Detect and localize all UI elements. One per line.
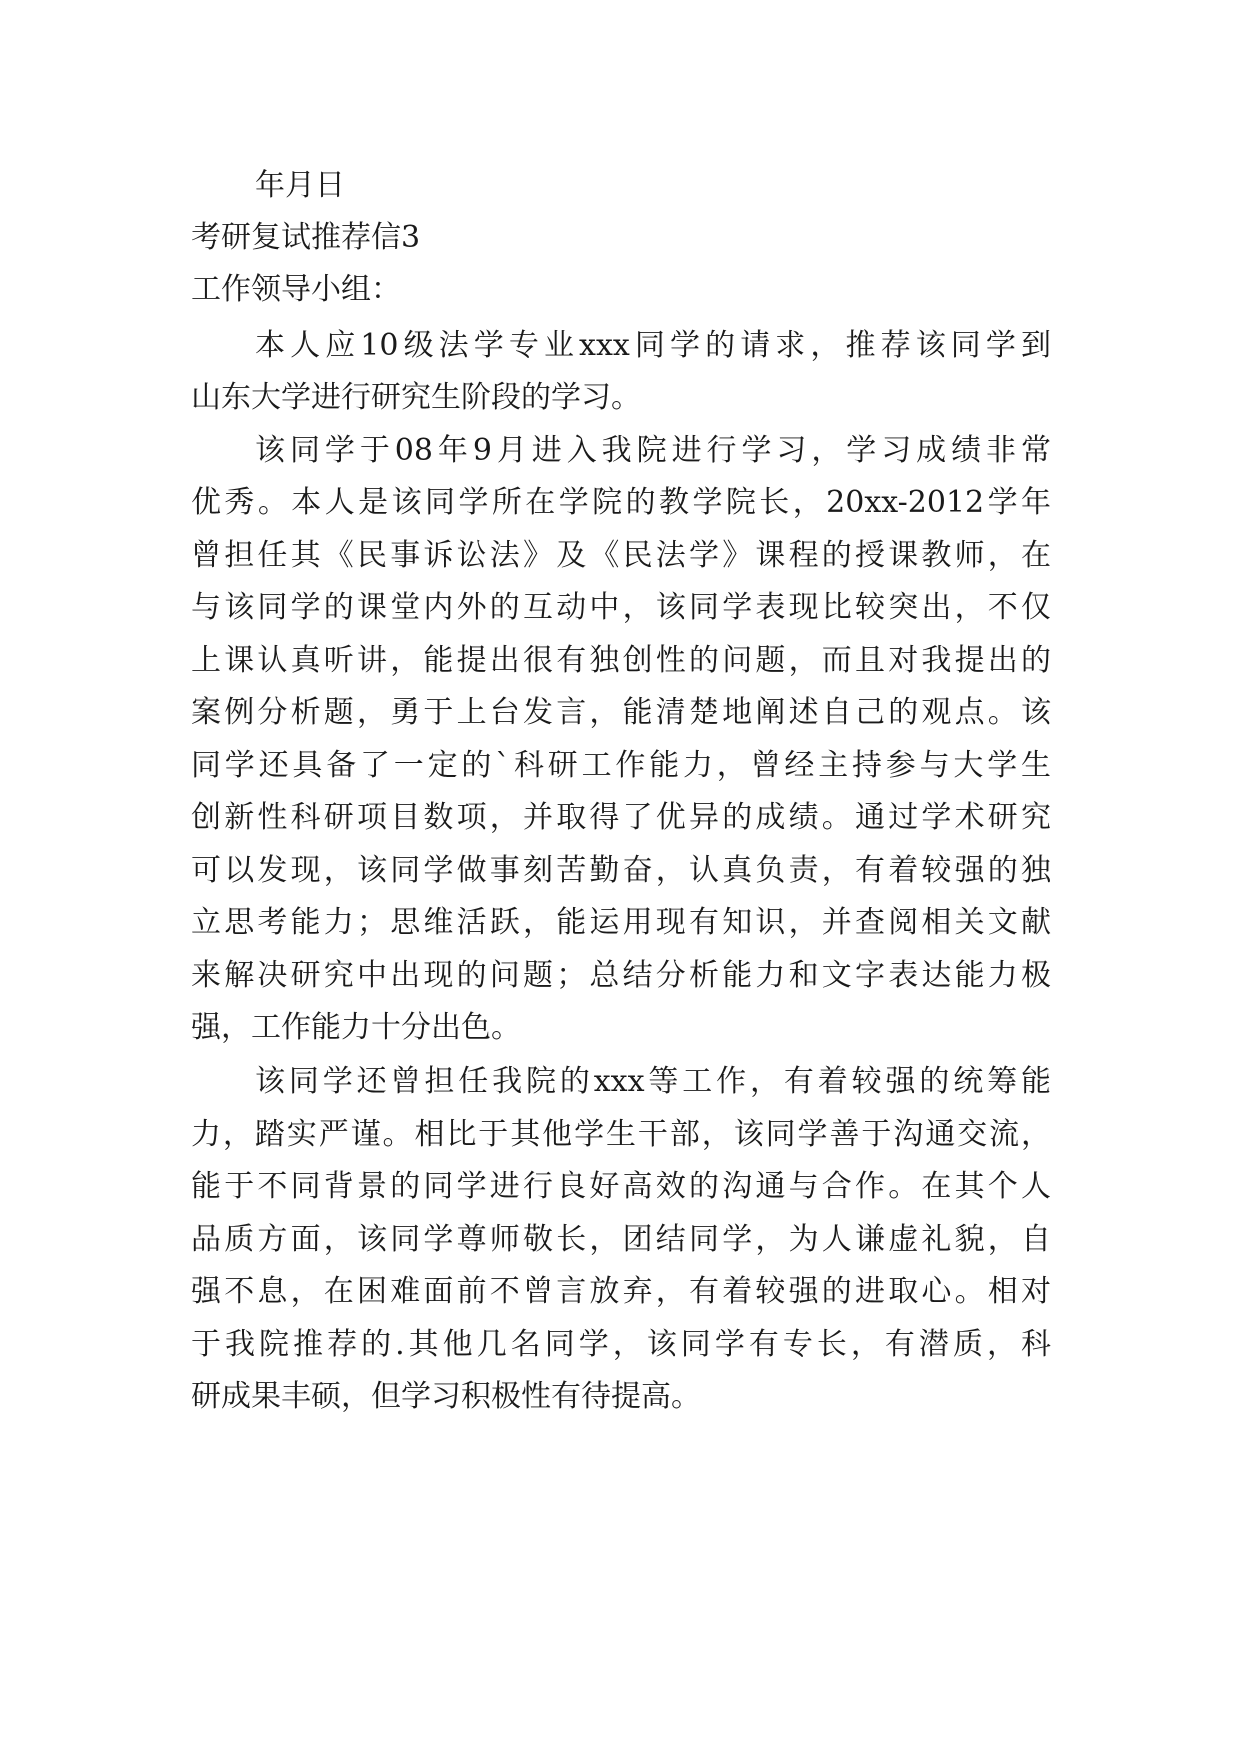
paragraph-line: 与该同学的课堂内外的互动中，该同学表现比较突出，不仅: [191, 590, 1051, 625]
salutation: 工作领导小组：: [191, 272, 401, 307]
paragraph-line: 该同学还曾担任我院的xxx等工作，有着较强的统筹能: [255, 1064, 1051, 1099]
paragraph-line: 上课认真听讲，能提出很有独创性的问题，而且对我提出的: [191, 643, 1051, 678]
paragraph-line: 该同学于08年9月进入我院进行学习，学习成绩非常: [255, 433, 1051, 468]
paragraph-line: 案例分析题，勇于上台发言，能清楚地阐述自己的观点。该: [191, 695, 1051, 730]
paragraph-line: 同学还具备了一定的`科研工作能力，曾经主持参与大学生: [191, 748, 1051, 783]
paragraph-line: 强不息，在困难面前不曾言放弃，有着较强的进取心。相对: [191, 1274, 1051, 1309]
paragraph-line: 山东大学进行研究生阶段的学习。: [191, 380, 641, 415]
paragraph-line: 创新性科研项目数项，并取得了优异的成绩。通过学术研究: [191, 800, 1051, 835]
paragraph-line: 强，工作能力十分出色。: [191, 1010, 521, 1045]
paragraph-line: 可以发现，该同学做事刻苦勤奋，认真负责，有着较强的独: [191, 853, 1051, 888]
paragraph-line: 于我院推荐的.其他几名同学，该同学有专长，有潜质，科: [191, 1327, 1051, 1362]
date-line: 年月日: [255, 168, 345, 203]
paragraph-line: 研成果丰硕，但学习积极性有待提高。: [191, 1379, 701, 1414]
paragraph-line: 曾担任其《民事诉讼法》及《民法学》课程的授课教师，在: [191, 538, 1051, 573]
document-title: 考研复试推荐信3: [191, 220, 421, 255]
paragraph-line: 能于不同背景的同学进行良好高效的沟通与合作。在其个人: [191, 1169, 1051, 1204]
paragraph-line: 力，踏实严谨。相比于其他学生干部，该同学善于沟通交流，: [191, 1117, 1051, 1152]
paragraph-line: 本人应10级法学专业xxx同学的请求，推荐该同学到: [255, 328, 1051, 363]
paragraph-line: 优秀。本人是该同学所在学院的教学院长，20xx-2012学年: [191, 485, 1051, 520]
paragraph-line: 品质方面，该同学尊师敬长，团结同学，为人谦虚礼貌，自: [191, 1222, 1051, 1257]
paragraph-line: 来解决研究中出现的问题；总结分析能力和文字表达能力极: [191, 958, 1051, 993]
paragraph-line: 立思考能力；思维活跃，能运用现有知识，并查阅相关文献: [191, 905, 1051, 940]
